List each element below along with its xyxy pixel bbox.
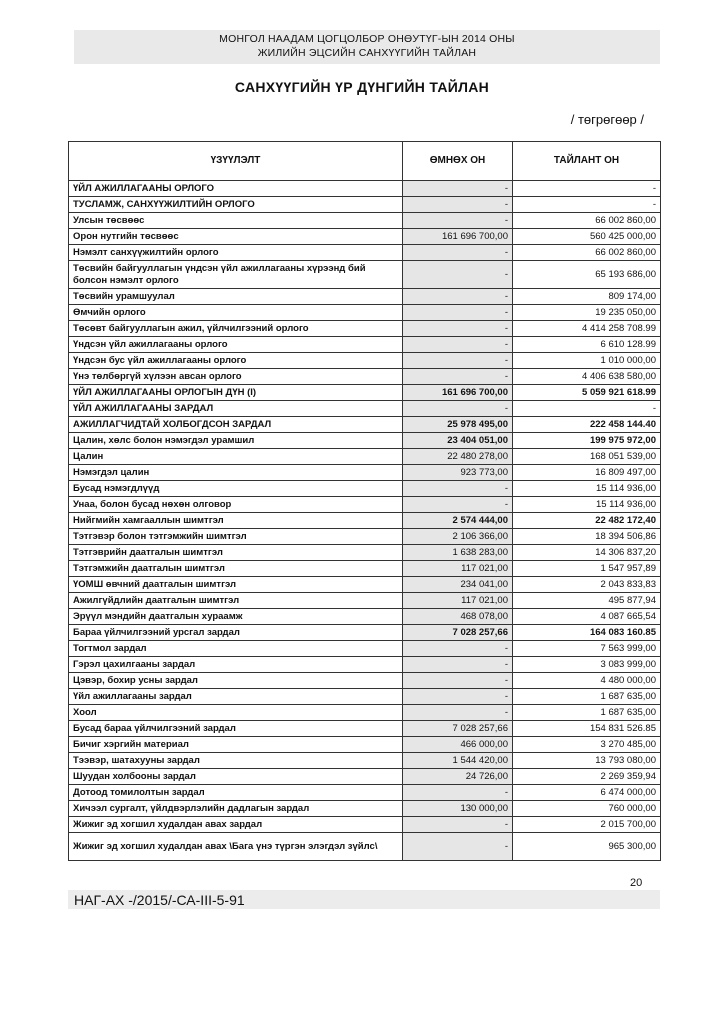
row-current-year-value: 19 235 050,00 [513, 305, 661, 321]
row-label: Ажилгүйдлийн даатгалын шимтгэл [69, 593, 403, 609]
row-label: Үйл ажиллагааны зардал [69, 689, 403, 705]
row-current-year-value: 164 083 160.85 [513, 625, 661, 641]
table-row [69, 401, 661, 417]
row-label: Бусад бараа үйлчилгээний зардал [69, 721, 403, 737]
table-row [69, 577, 661, 593]
row-current-year-value: - [513, 401, 661, 417]
table-row [69, 673, 661, 689]
row-current-year-value: 14 306 837,20 [513, 545, 661, 561]
row-previous-year-value: 1 544 420,00 [403, 753, 513, 769]
row-current-year-value: 560 425 000,00 [513, 229, 661, 245]
row-current-year-value: 154 831 526.85 [513, 721, 661, 737]
row-label: ҮОМШ өвчний даатгалын шимтгэл [69, 577, 403, 593]
row-label: ҮЙЛ АЖИЛЛАГААНЫ ОРЛОГО [69, 181, 403, 197]
row-current-year-value: - [513, 181, 661, 197]
table-row [69, 721, 661, 737]
row-current-year-value: 222 458 144.40 [513, 417, 661, 433]
table-row [69, 801, 661, 817]
table-row [69, 449, 661, 465]
row-previous-year-value: 923 773,00 [403, 465, 513, 481]
table-row [69, 545, 661, 561]
row-label: Бичиг хэргийн материал [69, 737, 403, 753]
row-current-year-value: 66 002 860,00 [513, 213, 661, 229]
row-label: Хичээл сургалт, үйлдвэрлэлийн дадлагын зардал [69, 801, 403, 817]
row-current-year-value: - [513, 197, 661, 213]
table-row [69, 305, 661, 321]
table-row [69, 753, 661, 769]
table-row [69, 261, 661, 289]
row-label: Төсөвт байгууллагын ажил, үйлчилгээний орлого [69, 321, 403, 337]
row-previous-year-value: 25 978 495,00 [403, 417, 513, 433]
row-current-year-value: 7 563 999,00 [513, 641, 661, 657]
row-current-year-value: 22 482 172,40 [513, 513, 661, 529]
row-current-year-value: 13 793 080,00 [513, 753, 661, 769]
table-row [69, 705, 661, 721]
row-previous-year-value: 7 028 257,66 [403, 625, 513, 641]
row-current-year-value: 5 059 921 618.99 [513, 385, 661, 401]
row-current-year-value: 3 083 999,00 [513, 657, 661, 673]
row-current-year-value: 809 174,00 [513, 289, 661, 305]
row-previous-year-value: - [403, 181, 513, 197]
row-current-year-value: 6 610 128.99 [513, 337, 661, 353]
row-label: Жижиг эд хогшил худалдан авах \Бага үнэ түргэн элэгдэл зүйлс\ [69, 833, 403, 861]
table-row [69, 229, 661, 245]
row-current-year-value: 2 043 833,83 [513, 577, 661, 593]
row-label: Үндсэн бус үйл ажиллагааны орлого [69, 353, 403, 369]
table-row [69, 513, 661, 529]
row-label: Тэтгэвэр болон тэтгэмжийн шимтгэл [69, 529, 403, 545]
row-label: Цэвэр, бохир усны зардал [69, 673, 403, 689]
row-current-year-value: 1 687 635,00 [513, 705, 661, 721]
row-previous-year-value: - [403, 305, 513, 321]
table-row [69, 593, 661, 609]
row-current-year-value: 4 087 665,54 [513, 609, 661, 625]
table-row [69, 433, 661, 449]
row-label: ТУСЛАМЖ, САНХҮҮЖИЛТИЙН ОРЛОГО [69, 197, 403, 213]
row-current-year-value: 18 394 506,86 [513, 529, 661, 545]
table-row [69, 817, 661, 833]
table-row [69, 481, 661, 497]
table-row [69, 785, 661, 801]
row-previous-year-value: - [403, 369, 513, 385]
row-previous-year-value: 117 021,00 [403, 593, 513, 609]
row-current-year-value: 66 002 860,00 [513, 245, 661, 261]
row-previous-year-value: - [403, 321, 513, 337]
row-previous-year-value: 24 726,00 [403, 769, 513, 785]
row-current-year-value: 65 193 686,00 [513, 261, 661, 289]
table-row [69, 737, 661, 753]
row-label: Өмчийн орлого [69, 305, 403, 321]
row-current-year-value: 168 051 539,00 [513, 449, 661, 465]
table-row [69, 245, 661, 261]
row-label: Орон нутгийн төсвөөс [69, 229, 403, 245]
row-current-year-value: 1 010 000,00 [513, 353, 661, 369]
report-header-line-2: ЖИЛИЙН ЭЦСИЙН САНХҮҮГИЙН ТАЙЛАН [257, 47, 477, 59]
row-previous-year-value: 22 480 278,00 [403, 449, 513, 465]
row-previous-year-value: - [403, 353, 513, 369]
row-label: Цалин, хөлс болон нэмэгдэл урамшил [69, 433, 403, 449]
row-previous-year-value: - [403, 289, 513, 305]
row-previous-year-value: - [403, 401, 513, 417]
row-previous-year-value: - [403, 197, 513, 213]
row-current-year-value: 4 480 000,00 [513, 673, 661, 689]
row-label: Бусад нэмэгдлүүд [69, 481, 403, 497]
row-previous-year-value: 2 106 366,00 [403, 529, 513, 545]
table-row [69, 689, 661, 705]
document-code: НАГ-АХ -/2015/-СА-III-5-91 [74, 892, 245, 908]
row-previous-year-value: - [403, 337, 513, 353]
row-current-year-value: 4 406 638 580,00 [513, 369, 661, 385]
row-current-year-value: 965 300,00 [513, 833, 661, 861]
row-previous-year-value: - [403, 833, 513, 861]
row-current-year-value: 3 270 485,00 [513, 737, 661, 753]
row-label: Нэмэлт санхүүжилтийн орлого [69, 245, 403, 261]
row-label: Үндсэн үйл ажиллагааны орлого [69, 337, 403, 353]
row-previous-year-value: - [403, 785, 513, 801]
row-label: Тэтгэмжийн даатгалын шимтгэл [69, 561, 403, 577]
row-previous-year-value: 161 696 700,00 [403, 385, 513, 401]
table-row [69, 641, 661, 657]
row-previous-year-value: 2 574 444,00 [403, 513, 513, 529]
table-row [69, 369, 661, 385]
table-row [69, 625, 661, 641]
column-header-indicator: ҮЗҮҮЛЭЛТ [69, 142, 403, 181]
row-label: Жижиг эд хогшил худалдан авах зардал [69, 817, 403, 833]
row-current-year-value: 15 114 936,00 [513, 481, 661, 497]
row-label: Нийгмийн хамгааллын шимтгэл [69, 513, 403, 529]
table-row [69, 181, 661, 197]
row-current-year-value: 6 474 000,00 [513, 785, 661, 801]
table-row [69, 833, 661, 861]
row-current-year-value: 15 114 936,00 [513, 497, 661, 513]
row-label: Цалин [69, 449, 403, 465]
row-previous-year-value: - [403, 497, 513, 513]
row-current-year-value: 16 809 497,00 [513, 465, 661, 481]
row-label: Тээвэр, шатахууны зардал [69, 753, 403, 769]
row-current-year-value: 2 269 359,94 [513, 769, 661, 785]
row-label: Дотоод томилолтын зардал [69, 785, 403, 801]
row-current-year-value: 495 877,94 [513, 593, 661, 609]
row-previous-year-value: - [403, 213, 513, 229]
row-label: Хоол [69, 705, 403, 721]
table-row [69, 657, 661, 673]
row-current-year-value: 4 414 258 708.99 [513, 321, 661, 337]
row-previous-year-value: - [403, 673, 513, 689]
row-label: ҮЙЛ АЖИЛЛАГААНЫ ОРЛОГЫН ДҮН (I) [69, 385, 403, 401]
row-label: Нэмэгдэл цалин [69, 465, 403, 481]
row-current-year-value: 2 015 700,00 [513, 817, 661, 833]
table-row [69, 497, 661, 513]
table-row [69, 609, 661, 625]
page-number: 20 [630, 877, 643, 889]
row-previous-year-value: - [403, 689, 513, 705]
row-label: Бараа үйлчилгээний урсгал зардал [69, 625, 403, 641]
row-previous-year-value: - [403, 705, 513, 721]
row-previous-year-value: 130 000,00 [403, 801, 513, 817]
table-row [69, 197, 661, 213]
row-label: Шуудан холбооны зардал [69, 769, 403, 785]
table-row [69, 337, 661, 353]
row-current-year-value: 199 975 972,00 [513, 433, 661, 449]
row-label: АЖИЛЛАГЧИДТАЙ ХОЛБОГДСОН ЗАРДАЛ [69, 417, 403, 433]
row-current-year-value: 1 547 957,89 [513, 561, 661, 577]
table-row [69, 769, 661, 785]
row-label: Төсвийн урамшуулал [69, 289, 403, 305]
table-row [69, 353, 661, 369]
row-label: ҮЙЛ АЖИЛЛАГААНЫ ЗАРДАЛ [69, 401, 403, 417]
row-previous-year-value: - [403, 261, 513, 289]
table-row [69, 417, 661, 433]
row-previous-year-value: - [403, 245, 513, 261]
column-header-previous-year: ӨМНӨХ ОН [403, 142, 513, 181]
table-row [69, 385, 661, 401]
row-previous-year-value: - [403, 481, 513, 497]
table-row [69, 561, 661, 577]
row-previous-year-value: 23 404 051,00 [403, 433, 513, 449]
row-label: Унаа, болон бусад нөхөн олговор [69, 497, 403, 513]
table-row [69, 529, 661, 545]
page-title: САНХҮҮГИЙН ҮР ДҮНГИЙН ТАЙЛАН [234, 79, 490, 95]
row-label: Төсвийн байгууллагын үндсэн үйл ажиллагааны хүрээнд бий болсон нэмэлт орлого [69, 261, 403, 289]
row-previous-year-value: 1 638 283,00 [403, 545, 513, 561]
row-previous-year-value: - [403, 817, 513, 833]
row-previous-year-value: - [403, 657, 513, 673]
row-label: Гэрэл цахилгааны зардал [69, 657, 403, 673]
currency-unit-label: / төгрөгөөр / [570, 112, 644, 127]
row-previous-year-value: 117 021,00 [403, 561, 513, 577]
row-label: Тогтмол зардал [69, 641, 403, 657]
table-row [69, 465, 661, 481]
row-previous-year-value: 468 078,00 [403, 609, 513, 625]
row-label: Эрүүл мэндийн даатгалын хураамж [69, 609, 403, 625]
row-previous-year-value: 7 028 257,66 [403, 721, 513, 737]
row-previous-year-value: 161 696 700,00 [403, 229, 513, 245]
table-row [69, 289, 661, 305]
table-row [69, 213, 661, 229]
report-header-line-1: МОНГОЛ НААДАМ ЦОГЦОЛБОР ОНӨУТҮГ-ЫН 2014 ОНЫ [219, 33, 515, 45]
financial-results-table [68, 141, 661, 861]
row-current-year-value: 1 687 635,00 [513, 689, 661, 705]
row-label: Улсын төсвөөс [69, 213, 403, 229]
row-label: Үнэ төлбөргүй хүлээн авсан орлого [69, 369, 403, 385]
row-previous-year-value: 234 041,00 [403, 577, 513, 593]
row-label: Тэтгэврийн даатгалын шимтгэл [69, 545, 403, 561]
column-header-current-year: ТАЙЛАНТ ОН [513, 142, 661, 181]
row-current-year-value: 760 000,00 [513, 801, 661, 817]
row-previous-year-value: - [403, 641, 513, 657]
table-header-row [69, 142, 661, 181]
table-row [69, 321, 661, 337]
row-previous-year-value: 466 000,00 [403, 737, 513, 753]
